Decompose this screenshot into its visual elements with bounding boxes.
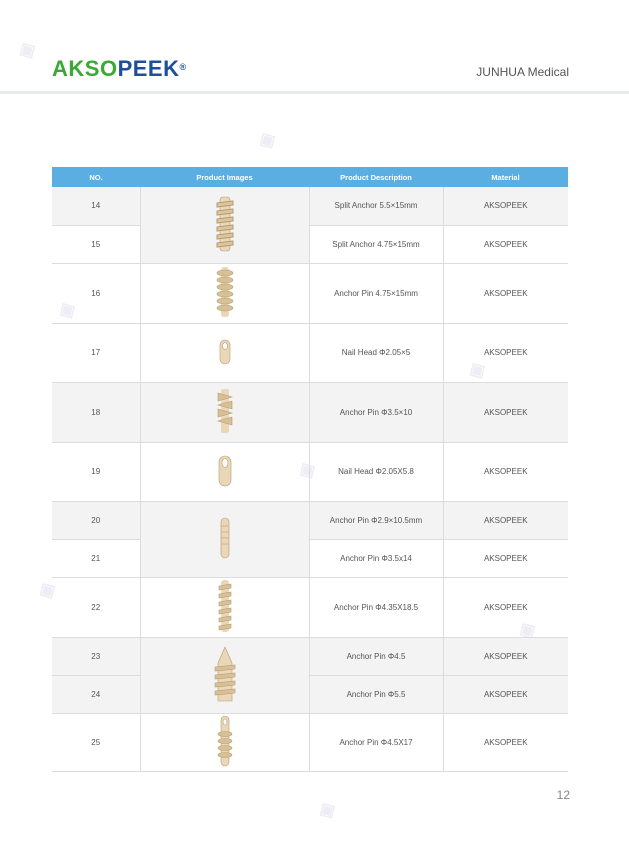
anchor-pin-image [216,387,234,435]
row-number: 24 [52,675,140,713]
watermark-icon: ▣ [467,360,487,381]
product-image-cell [140,577,309,637]
logo-blue-text: PEEK [117,56,180,81]
row-number: 22 [52,577,140,637]
split-anchor-image [213,195,237,253]
product-image-cell [140,442,309,501]
row-number: 18 [52,382,140,442]
table-row [52,187,568,225]
row-number: 19 [52,442,140,501]
table-row [52,263,568,323]
column-header-no: NO. [52,167,140,187]
product-description: Anchor Pin Φ4.5X17 [309,713,443,771]
table-row [52,637,568,675]
product-description: Split Anchor 4.75×15mm [309,225,443,263]
table-row [52,323,568,382]
table-header-row [52,167,568,187]
product-material: AKSOPEEK [443,577,568,637]
table-row [52,675,568,713]
nail-head-image [217,454,233,488]
column-header-description: Product Description [309,167,443,187]
aksopeek-logo [52,58,187,80]
product-material: AKSOPEEK [443,442,568,501]
anchor-pin-image [215,265,235,319]
watermark-icon: ▣ [517,620,537,641]
product-description: Split Anchor 5.5×15mm [309,187,443,225]
product-image-cell [140,501,309,577]
table-row [52,442,568,501]
row-number: 15 [52,225,140,263]
row-number: 14 [52,187,140,225]
table-row [52,225,568,263]
anchor-pin-image [217,714,233,768]
watermark-icon: ▣ [57,300,77,321]
table-row [52,713,568,771]
product-material: AKSOPEEK [443,501,568,539]
product-material: AKSOPEEK [443,713,568,771]
anchor-pin-image [218,516,232,560]
table-row [52,382,568,442]
page-number: 12 [556,788,570,802]
header-divider [0,91,629,94]
product-image-cell [140,637,309,713]
table-row [52,539,568,577]
anchor-pin-image [217,578,233,634]
product-material: AKSOPEEK [443,225,568,263]
table-row [52,577,568,637]
row-number: 23 [52,637,140,675]
product-description: Nail Head Φ2.05X5.8 [309,442,443,501]
row-number: 25 [52,713,140,771]
watermark-icon: ▣ [17,40,37,61]
watermark-icon: ▣ [257,130,277,151]
product-description: Anchor Pin Φ2.9×10.5mm [309,501,443,539]
product-description: Anchor Pin Φ5.5 [309,675,443,713]
product-description: Anchor Pin Φ4.35X18.5 [309,577,443,637]
table-row [52,501,568,539]
product-material: AKSOPEEK [443,323,568,382]
column-header-images: Product Images [140,167,309,187]
column-header-material: Material [443,167,568,187]
row-number: 17 [52,323,140,382]
watermark-icon: ▣ [297,460,317,481]
watermark-icon: ▣ [37,580,57,601]
product-image-cell [140,382,309,442]
product-material: AKSOPEEK [443,187,568,225]
product-image-cell [140,713,309,771]
product-description: Anchor Pin 4.75×15mm [309,263,443,323]
product-image-cell [140,323,309,382]
product-material: AKSOPEEK [443,637,568,675]
registered-mark: ® [179,62,187,72]
brand-name: JUNHUA Medical [476,65,569,79]
product-material: AKSOPEEK [443,675,568,713]
product-description: Anchor Pin Φ3.5x14 [309,539,443,577]
row-number: 16 [52,263,140,323]
logo-green-text: AKSO [52,56,118,81]
nail-head-image [218,338,232,366]
product-material: AKSOPEEK [443,382,568,442]
product-table [52,167,568,772]
product-material: AKSOPEEK [443,263,568,323]
product-image-cell [140,263,309,323]
product-material: AKSOPEEK [443,539,568,577]
watermark-icon: ▣ [317,800,337,821]
product-description: Nail Head Φ2.05×5 [309,323,443,382]
row-number: 20 [52,501,140,539]
anchor-pin-image [212,645,238,703]
product-image-cell [140,187,309,263]
product-description: Anchor Pin Φ3.5×10 [309,382,443,442]
row-number: 21 [52,539,140,577]
product-description: Anchor Pin Φ4.5 [309,637,443,675]
